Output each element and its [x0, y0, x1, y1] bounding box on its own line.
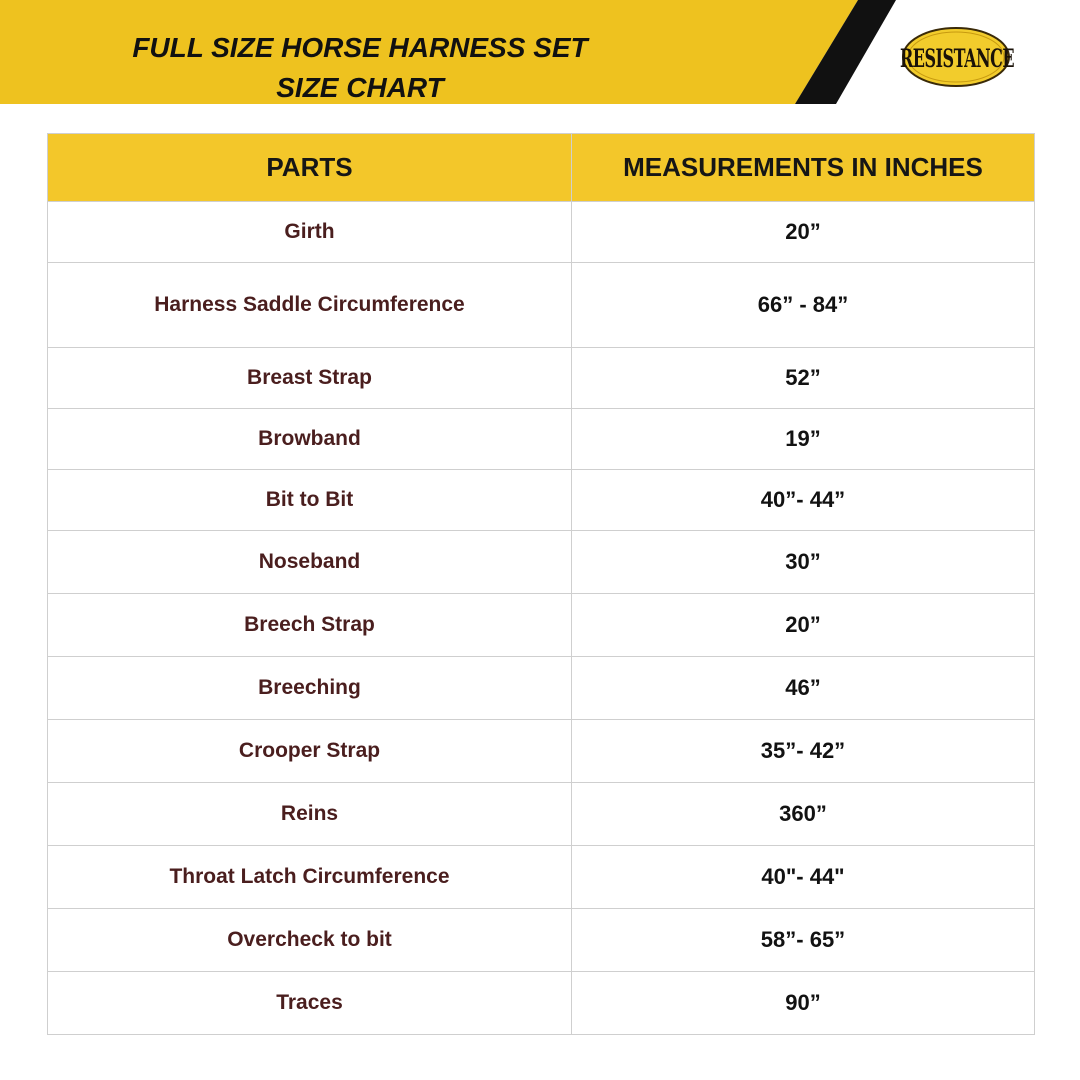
table-row	[48, 594, 1035, 657]
table-row	[48, 348, 1035, 409]
table-row	[48, 909, 1035, 972]
part-name: Girth	[48, 202, 572, 263]
table-row	[48, 470, 1035, 531]
size-chart-table	[47, 133, 1035, 1035]
header-banner	[0, 0, 1080, 104]
column-header-measurements: MEASUREMENTS IN INCHES	[572, 134, 1035, 202]
part-name: Noseband	[48, 531, 572, 594]
part-name: Bit to Bit	[48, 470, 572, 531]
measurement-value: 90”	[572, 972, 1035, 1035]
brand-logo	[900, 26, 1015, 88]
table-row	[48, 972, 1035, 1035]
table-row	[48, 263, 1035, 348]
measurement-value: 66” - 84”	[572, 263, 1035, 348]
measurement-value: 40"- 44"	[572, 846, 1035, 909]
part-name: Breech Strap	[48, 594, 572, 657]
table-row	[48, 531, 1035, 594]
table-row	[48, 409, 1035, 470]
part-name: Overcheck to bit	[48, 909, 572, 972]
table-row	[48, 846, 1035, 909]
measurement-value: 40”- 44”	[572, 470, 1035, 531]
title-line-1: FULL SIZE HORSE HARNESS SET	[132, 32, 588, 63]
part-name: Reins	[48, 783, 572, 846]
logo-text: RESISTANCE	[900, 43, 1015, 74]
measurement-value: 58”- 65”	[572, 909, 1035, 972]
page-title	[100, 28, 620, 108]
part-name: Harness Saddle Circumference	[48, 263, 572, 348]
measurement-value: 46”	[572, 657, 1035, 720]
part-name: Breeching	[48, 657, 572, 720]
table-row	[48, 202, 1035, 263]
measurement-value: 19”	[572, 409, 1035, 470]
table-row	[48, 783, 1035, 846]
table-row	[48, 657, 1035, 720]
table-row	[48, 720, 1035, 783]
part-name: Crooper Strap	[48, 720, 572, 783]
title-line-2: SIZE CHART	[276, 72, 444, 103]
part-name: Throat Latch Circumference	[48, 846, 572, 909]
column-header-parts: PARTS	[48, 134, 572, 202]
measurement-value: 52”	[572, 348, 1035, 409]
measurement-value: 20”	[572, 594, 1035, 657]
measurement-value: 30”	[572, 531, 1035, 594]
part-name: Traces	[48, 972, 572, 1035]
part-name: Breast Strap	[48, 348, 572, 409]
part-name: Browband	[48, 409, 572, 470]
measurement-value: 360”	[572, 783, 1035, 846]
measurement-value: 35”- 42”	[572, 720, 1035, 783]
table-header-row	[48, 134, 1035, 202]
measurement-value: 20”	[572, 202, 1035, 263]
